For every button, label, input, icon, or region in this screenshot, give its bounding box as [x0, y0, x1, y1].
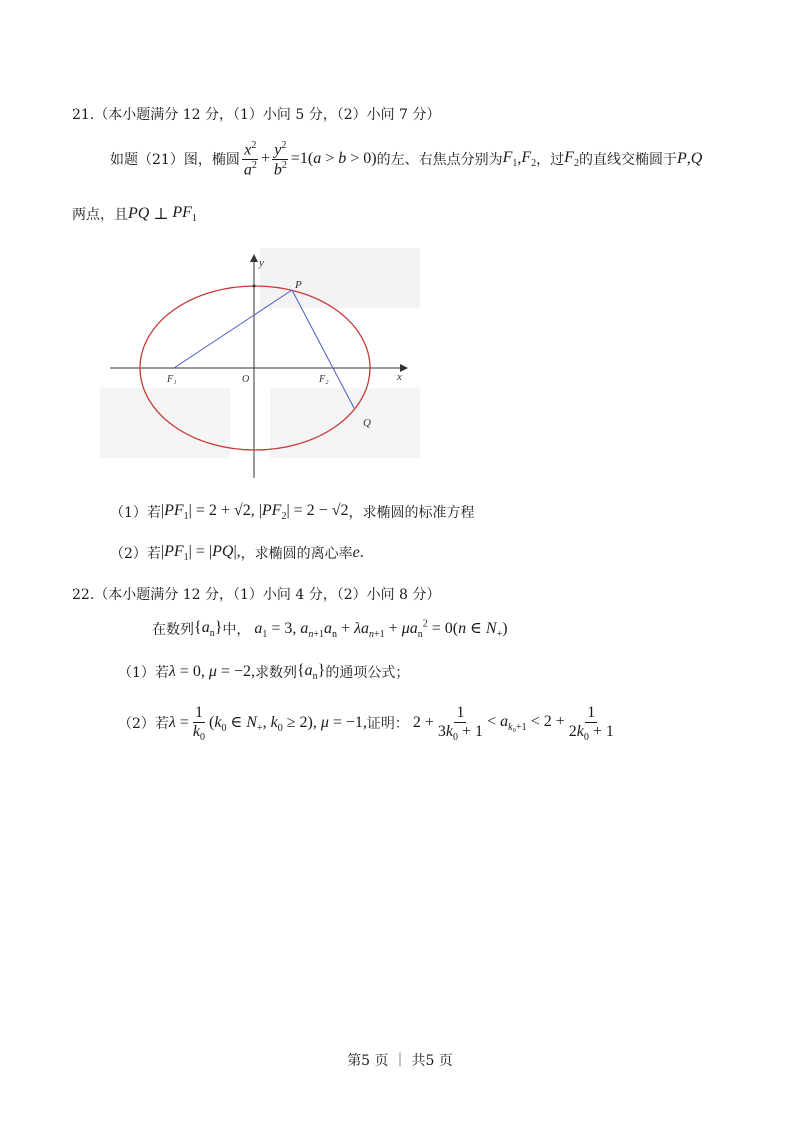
y-axis-arrow-icon	[250, 254, 258, 262]
q21-intro-line2-text: 两点，且	[72, 207, 128, 224]
lambda-fraction: $\frac{1}{k_0}$	[192, 704, 205, 743]
q21-intro-post: 的直线交椭圆于	[578, 152, 677, 169]
q21-part2: （2）若 $|PF_1| = |PQ|$, ，求椭圆的离心率 e .	[110, 543, 364, 564]
q22-part1: （1）若 λ = 0, μ = −2, 求数列 $\{a_n\}$ 的通项公式；	[118, 662, 410, 683]
q21-part2-tail: ，求椭圆的离心率	[240, 546, 353, 563]
ellipse-fraction-y: $\frac{y^2}{b^2}$	[273, 140, 287, 179]
q21-part1-label: （1）若	[110, 505, 161, 522]
q21-intro-mid2: ，过	[536, 152, 565, 169]
q22-intro-pre: 在数列	[152, 622, 194, 639]
label-F2: F₂	[319, 374, 329, 385]
q21-part1-tail: ，求椭圆的标准方程	[348, 505, 475, 522]
watermark-area	[100, 388, 230, 458]
label-Q: Q	[363, 417, 371, 429]
lower-bound-fraction: $\frac{1}{3k_0 + 1}$	[437, 704, 484, 743]
q22-part1-tail: 的通项公式；	[325, 665, 410, 682]
label-x: x	[397, 371, 402, 383]
label-O: O	[242, 374, 250, 385]
ellipse-fraction-x: $\frac{x^2}{a^2}$	[243, 140, 257, 179]
page-footer: 第5 页 ｜ 共5 页	[347, 1053, 453, 1069]
q21-intro-line2: 两点，且 PQ ⊥ $PF_1$	[72, 204, 197, 225]
q22-part2: （2）若 λ = $\frac{1}{k_0}$ ($k_0$ ∈ $N_+$, $k_0 \ge 2$), μ = −1, 证明： 2 + $\frac{1}{3k_0 + 1}$ < $a_{k_0+1} < 2$ + $\frac{1}{2k_0 + 1}$	[118, 704, 614, 743]
q22-intro: 在数列 $\{a_n\}$ 中， $a_1 = 3$, $a_{n+1}a_n + \lambda a_{n+1} + \mu a_n^2 = 0(n$ ∈ $N_+$)	[152, 618, 508, 641]
q22-intro-post: 中，	[222, 622, 251, 639]
q21-intro-mid: 的左、右焦点分别为	[376, 152, 503, 169]
q21-intro-pre: 如题（21）图，椭圆	[110, 152, 240, 169]
q21-header: 21.（本小题满分 12 分，（1）小问 5 分，（2）小问 7 分）	[72, 107, 441, 123]
label-F1: F₁	[167, 374, 177, 385]
y-intercept-point	[253, 285, 256, 288]
ellipse-figure	[100, 248, 420, 483]
q22-part2-mid: 证明：	[366, 716, 409, 733]
watermark-area	[260, 248, 420, 308]
segment-F1P	[174, 290, 292, 368]
upper-bound-fraction: $\frac{1}{2k_0 + 1}$	[568, 704, 614, 743]
q21-intro: 如题（21）图，椭圆 $\frac{x^2}{a^2}$ + $\frac{y^2}{b^2}$ =1(a > b > 0) 的左、右焦点分别为 $F_1$ , $F_2$ ，过 $F_2$ 的直线交椭圆于 P , Q	[110, 140, 703, 179]
label-P: P	[295, 279, 302, 291]
label-y: y	[259, 257, 264, 269]
q22-part1-mid: 求数列	[254, 665, 297, 682]
q22-part2-label: （2）若	[118, 716, 169, 733]
watermark-area	[270, 388, 420, 458]
q22-part1-label: （1）若	[118, 665, 169, 682]
q21-part1: （1）若 $|PF_1| = 2 + √2$, $|PF_2| = 2 - √2$ ，求椭圆的标准方程	[110, 502, 475, 523]
q22-header: 22.（本小题满分 12 分，（1）小问 4 分，（2）小问 8 分）	[72, 587, 441, 603]
q21-part2-label: （2）若	[110, 546, 161, 563]
